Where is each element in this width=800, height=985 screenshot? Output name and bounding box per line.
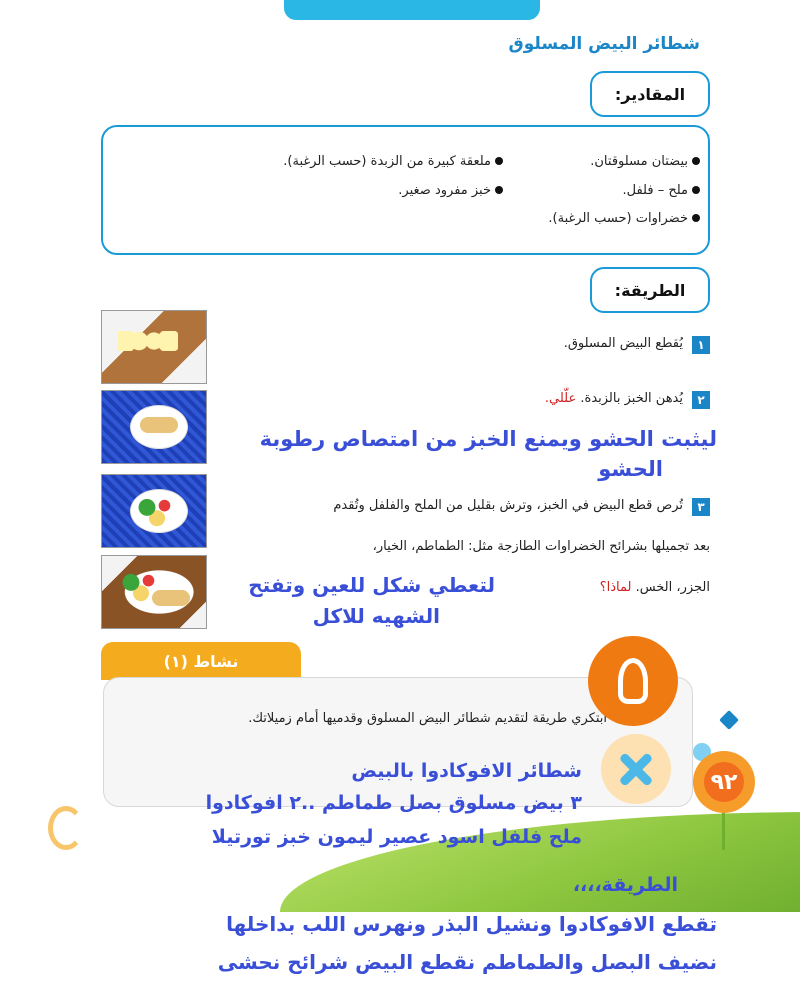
bullet-icon	[495, 186, 503, 194]
pinwheel-icon	[719, 710, 739, 730]
step-number-3: ٣	[692, 498, 710, 516]
why-prompt: علّلي.	[544, 391, 577, 406]
handwritten-answer: ليثبت الحشو ويمنع الخبز من امتصاص رطوبة	[259, 427, 717, 451]
handwritten-activity-line: ٣ بيض مسلوق بصل طماطم ..٢ افوكادوا	[205, 792, 582, 814]
flower-stem	[722, 810, 725, 850]
step-photo-sandwich	[101, 474, 207, 548]
step-photo-butter-bread	[101, 390, 207, 464]
top-header-tab	[284, 0, 540, 20]
activity-text: ابتكري طريقة لتقديم شطائر البيض المسلوق وقدميها أمام زميلاتك.	[248, 711, 607, 726]
handwritten-activity-line: تقطع الافوكادوا ونشيل البذر ونهرس اللب بداخلها	[226, 912, 717, 936]
step-number-2: ٢	[692, 391, 710, 409]
page-number-flower-icon: ٩٢	[693, 751, 755, 813]
ingredient-item: ملح – فلفل.	[623, 183, 701, 198]
handwritten-activity-line: الطريقة،،،،	[572, 874, 678, 896]
handwritten-activity-line: ملح فلفل اسود عصير ليمون خبز تورتيلا	[211, 826, 582, 848]
step-2-text: يُدهن الخبز بالزبدة. علّلي.	[544, 391, 683, 406]
bullet-icon	[692, 214, 700, 222]
step-1-text: يُقطع البيض المسلوق.	[563, 336, 683, 351]
recipe-title: شطائر البيض المسلوق	[508, 34, 700, 54]
person-balloon-icon	[588, 636, 678, 726]
handwritten-activity-line: شطائر الافوكادوا بالبيض	[351, 760, 582, 782]
ingredient-item: بيضتان مسلوقتان.	[590, 154, 700, 169]
step-photo-cut-eggs	[101, 310, 207, 384]
ingredient-item: خبز مفرود صغير.	[398, 183, 503, 198]
step-3-line-1: تُرص قطع البيض في الخبز، وترش بقليل من الملح والفلفل وتُقدم	[333, 498, 683, 513]
handwritten-answer: الحشو	[598, 457, 663, 481]
bullet-icon	[692, 186, 700, 194]
handwritten-activity-line: نضيف البصل والطماطم نقطع البيض شرائح نحشى	[217, 950, 717, 974]
crossed-tools-icon	[601, 734, 671, 804]
ingredients-heading: المقادير:	[590, 71, 710, 117]
ingredient-item: ملعقة كبيرة من الزبدة (حسب الرغبة).	[283, 154, 503, 169]
step-photo-served	[101, 555, 207, 629]
step-3-line-3: الجزر، الخس. لماذا؟	[599, 580, 710, 595]
ingredient-item: خضراوات (حسب الرغبة).	[548, 211, 700, 226]
handwritten-answer: لتعطي شكل للعين وتفتح	[248, 573, 495, 597]
step-number-1: ١	[692, 336, 710, 354]
bullet-icon	[495, 157, 503, 165]
method-heading: الطريقة:	[590, 267, 710, 313]
why-prompt: لماذا؟	[599, 580, 632, 595]
publisher-logo-icon	[48, 806, 84, 850]
handwritten-answer: الشهيه للاكل	[312, 604, 440, 628]
bullet-icon	[692, 157, 700, 165]
activity-tab: نشاط (١)	[101, 642, 301, 680]
step-3-line-2: بعد تجميلها بشرائح الخضراوات الطازجة مثل: الطماطم، الخيار،	[372, 539, 710, 554]
